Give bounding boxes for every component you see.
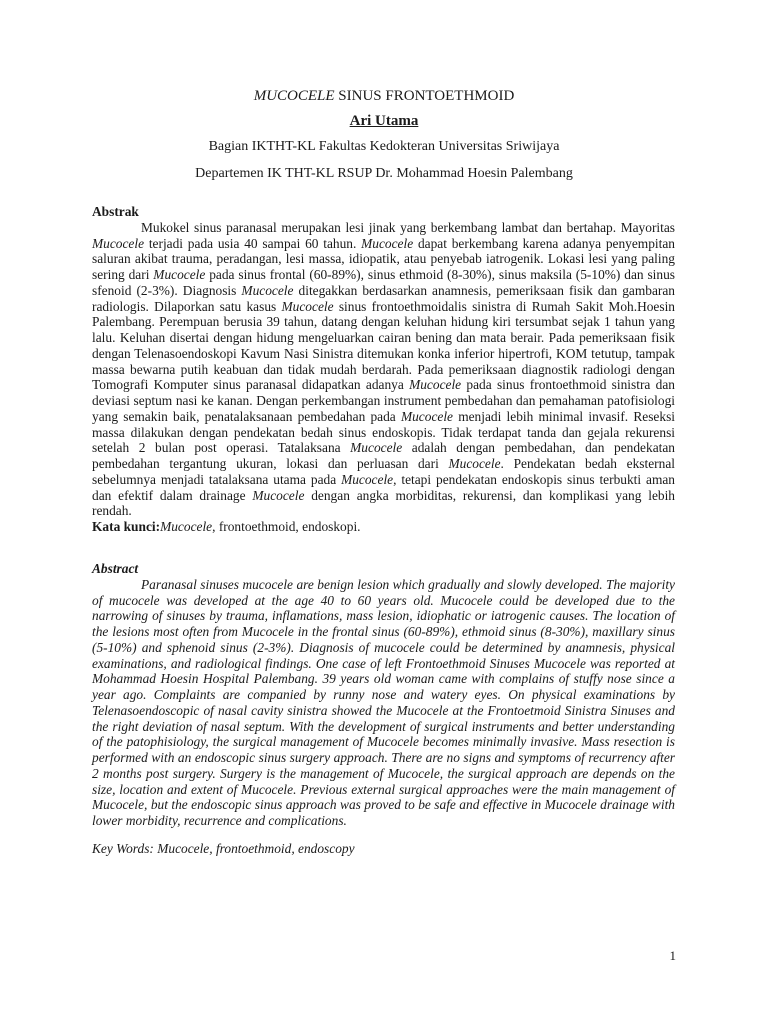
affiliation-hospital: Departemen IK THT-KL RSUP Dr. Mohammad Hoesin Palembang (195, 166, 573, 181)
paper-title (0, 86, 768, 106)
abstrak-text: terjadi pada usia 40 sampai 60 tahun. (144, 235, 362, 251)
abstrak-text: dapat berkembang karena adanya penyempitan saluran akibat trauma, peradangan, lesi massa, idiopatik, atau penyebab iatrogenik. Lokasi lesi yang paling sering dari (92, 235, 675, 282)
abstrak-text: Mukokel sinus paranasal merupakan lesi jinak yang berkembang lambat dan bertahap. Mayoritas (141, 219, 675, 235)
abstrak-section (92, 204, 675, 535)
abstrak-term-italic: Mucocele (350, 440, 403, 456)
abstrak-term-italic: Mucocele (241, 282, 294, 298)
kata-kunci (92, 519, 675, 535)
abstrak-heading: Abstrak (92, 204, 139, 219)
abstrak-term-italic: Mucocele (361, 235, 414, 251)
abstrak-term-italic: Mucocele (252, 487, 305, 503)
abstrak-term-italic: Mucocele (400, 408, 453, 424)
title-italic-part: MUCOCELE (253, 88, 335, 104)
abstrak-text: dengan angka morbiditas, rekurensi, dan komplikasi yang lebih rendah. (92, 487, 676, 519)
abstrak-term-italic: Mucocele (341, 471, 394, 487)
abstrak-term-italic: Mucocele (409, 377, 462, 393)
author-name: Ari Utama (349, 113, 419, 129)
abstrak-text: . Pendekatan bedah eksternal sebelumnya menjadi tatalaksana utama pada (92, 456, 675, 487)
abstrak-text: pada sinus frontoethmoid sinistra dan deviasi septum nasi ke kanan. Dengan perkembangan instrument pembedahan dan pemahaman patofisiologi yang semakin baik, penatalaksanaan pembedahan pada (92, 377, 675, 424)
abstrak-term-italic: Mucocele (92, 235, 145, 251)
abstrak-term-italic: Mucocele (281, 298, 334, 314)
kata-kunci-rest: , frontoethmoid, endoskopi. (212, 519, 361, 534)
page-number: 1 (669, 948, 676, 963)
abstrak-text: adalah dengan pembedahan, dan pendekatan pembedahan tergantung ukuran, lokasi dan perluasan dari (92, 440, 675, 471)
abstract-body: Paranasal sinuses mucocele are benign lesion which gradually and slowly developed. The majority of mucocele was developed at the age 40 to 60 years old. Mucocele could be developed due to the narrowing of sinuses by trauma, inflamations, mass lesion, idiophatic or iatrogenic causes. The location of the lesions most often from Mucocele in the frontal sinus (60-89%), ethmoid sinus (8-30%), maxillary sinus (5-10%) and sphenoid sinus (2-3%). Diagnosis of mucocele could be determined by anamnesis, physical examinations, and radiological findings. One case of left Frontoethmoid Sinuses Mucocele was reported at Mohammad Hoesin Hospital Palembang. 39 years old woman came with complains of stuffy nose since a year ago. Complaints are companied by runny nose and watery eyes. On physical examinations by Telenasoendoscopic of nasal cavity sinistra showed the Mucocele at the Frontoetmoid Sinistra Sinuses and the right deviation of nasal septum. With the development of surgical instruments and better understanding of the patophisiology, the surgical management of Mucocele becomes minimally invasive. Mass resection is performed with an endoscopic sinus surgery approach. There are no signs and symptoms of recurrency after 2 months post surgery. Surgery is the management of Mucocele, the surgical approach are depends on the size, location and extent of Mucocele. Previous external surgical approaches were the main management of Mucocele, but the endoscopic sinus approach was proved to be safe and effective in Mucocele drainage with lower morbidity, recurrence and complications. (92, 576, 675, 828)
abstrak-text: , tetapi pendekatan endoskopis sinus terbukti aman dan efektif dalam drainage (92, 471, 675, 503)
abstrak-term-italic: Mucocele (153, 267, 206, 282)
abstrak-body (92, 220, 675, 519)
affiliation-faculty: Bagian IKTHT-KL Fakultas Kedokteran Universitas Sriwijaya (208, 139, 560, 154)
abstrak-text: ditegakkan berdasarkan anamnesis, pemeriksaan fisik dan gambaran radiologis. Dilaporkan satu kasus (92, 282, 676, 314)
paper-header (0, 86, 768, 183)
abstrak-text: pada sinus frontal (60-89%), sinus ethmoid (8-30%), sinus maksila (5-10%) dan sinus sfenoid (2-3%). Diagnosis (92, 267, 676, 298)
title-rest-part: SINUS FRONTOETHMOID (334, 88, 515, 104)
abstrak-text: menjadi lebih minimal invasif. Reseksi massa dilakukan dengan pendekatan bedah sinus endoskopis. Tidak terdapat tanda dan gejala rekurensi setelah 2 bulan post operasi. Tatalaksana (92, 408, 675, 456)
abstrak-term-italic: Mucocele (448, 456, 501, 471)
abstract-heading: Abstract (92, 561, 139, 576)
key-words: Key Words: Mucocele, frontoethmoid, endoscopy (92, 840, 355, 856)
kata-kunci-italic: Mucocele (160, 519, 213, 534)
abstrak-text: sinus frontoethmoidalis sinistra di Rumah Sakit Moh.Hoesin Palembang. Perempuan berusia 39 tahun, datang dengan keluhan hidung kiri tersumbat sejak 1 tahun yang lalu. Keluhan disertai dengan hidung mengeluarkan cairan bening dan mata berair. Pada pemeriksaan fisik dengan Telenasoendoskopi Kavum Nasi Sinistra ditemukan konka inferior hipertrofi, KOM tetutup, tampak massa bewarna putih keabuan dan tidak mudah berdarah. Pada pemeriksaan diagnostik radiologi dengan Tomografi Komputer sinus paranasal didapatkan adanya (92, 298, 676, 393)
kata-kunci-label: Kata kunci: (92, 519, 161, 534)
abstract-section (92, 561, 675, 857)
